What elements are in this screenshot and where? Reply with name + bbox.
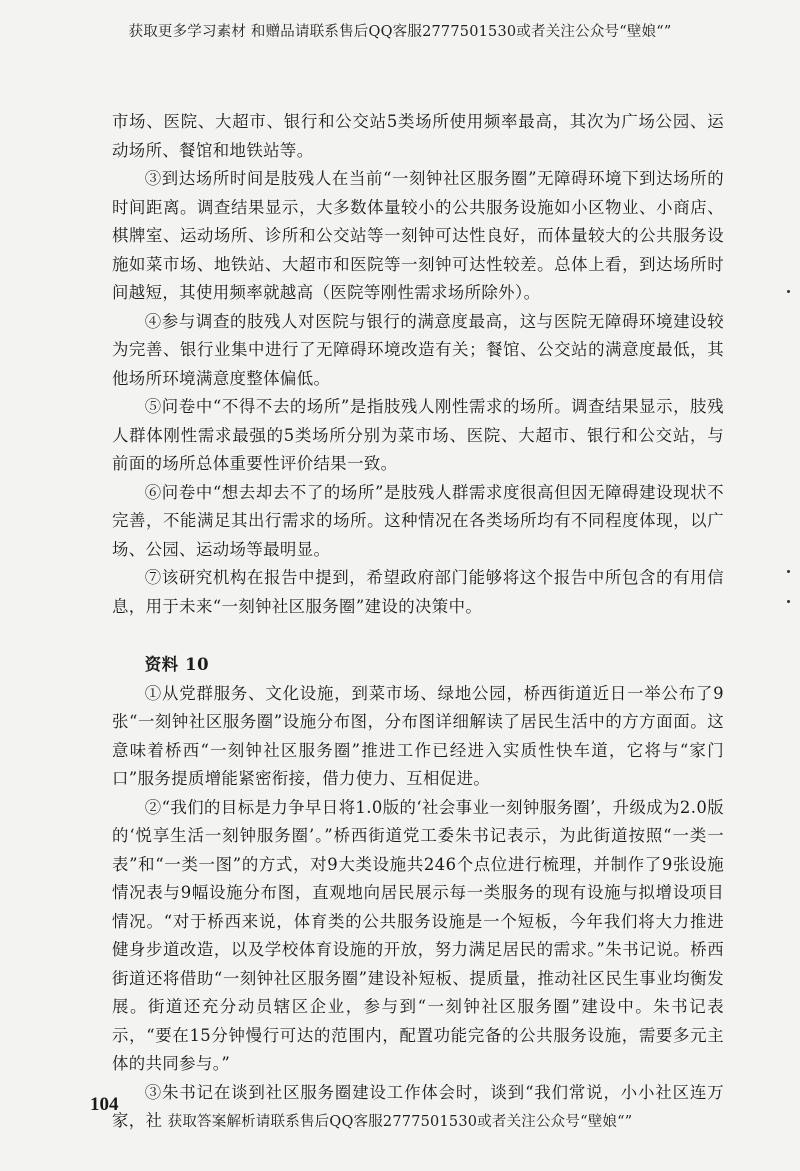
- paragraph-item-4: ④参与调查的肢残人对医院与银行的满意度最高，这与医院无障碍环境建设较为完善、银行业集中进行了无障碍环境改造有关；餐馆、公交站的满意度最低，其他场所环境满意度整体偏低。: [112, 311, 724, 388]
- paragraph-item-3: ③到达场所时间是肢残人在当前“一刻钟社区服务圈”无障碍环境下到达场所的时间距离。调查结果显示，大多数体量较小的公共服务设施如小区物业、小商店、棋牌室、运动场所、诊所和公交站等一刻钟可达性良好，而体量较大的公共服务设施如菜市场、地铁站、大超市和医院等一刻钟可达性较差。总体上看，到达场所时间越短，其使用频率就越高（医院等刚性需求场所除外）。: [112, 169, 724, 302]
- scan-speck: [787, 570, 790, 573]
- page-number: 104: [90, 1094, 119, 1115]
- paragraph-continuation: 市场、医院、大超市、银行和公交站5类场所使用频率最高，其次为广场公园、运动场所、餐馆和地铁站等。: [112, 112, 724, 160]
- paragraph-item-7: ⑦该研究机构在报告中提到，希望政府部门能够将这个报告中所包含的有用信息，用于未来“一刻钟社区服务圈”建设的决策中。: [112, 568, 724, 616]
- page-content: [112, 108, 724, 1136]
- scan-speck: [787, 600, 790, 603]
- section-paragraph-2: ②“我们的目标是力争早日将1.0版的‘社会事业一刻钟服务圈’，升级成为2.0版的‘悦享生活一刻钟服务圈’。”桥西街道党工委朱书记表示，为此街道按照“一类一表”和“一类一图”的方式，对9大类设施共246个点位进行梳理，并制作了9张设施情况表与9幅设施分布图，直观地向居民展示每一类服务的现有设施与拟增设项目情况。“对于桥西来说，体育类的公共服务设施是一个短板，今年我们将大力推进健身步道改造，以及学校体育设施的开放，努力满足居民的需求。”朱书记说。桥西街道还将借助“一刻钟社区服务圈”建设补短板、提质量，推动社区民生事业均衡发展。街道还充分动员辖区企业，参与到“一刻钟社区服务圈”建设中。朱书记表示，“要在15分钟慢行可达的范围内，配置功能完备的公共服务设施，需要多元主体的共同参与。”: [112, 797, 724, 1073]
- section-paragraph-3: ③朱书记在谈到社区服务圈建设工作体会时，谈到“我们常说，小小社区连万家，社: [112, 1082, 724, 1130]
- header-notice: 获取更多学习素材 和赠品请联系售后QQ客服2777501530或者关注公众号“壁娘“”: [128, 24, 672, 40]
- paragraph-item-5: ⑤问卷中“不得不去的场所”是指肢残人刚性需求的场所。调查结果显示，肢残人群体刚性需求最强的5类场所分别为菜市场、医院、大超市、银行和公交站，与前面的场所总体重要性评价结果一致。: [112, 397, 724, 473]
- footer-notice: 获取答案解析请联系售后QQ客服2777501530或者关注公众号“壁娘“”: [167, 1114, 633, 1130]
- scan-speck: [787, 290, 790, 293]
- paragraph-item-6: ⑥问卷中“想去却去不了的场所”是肢残人群需求度很高但因无障碍建设现状不完善，不能满足其出行需求的场所。这种情况在各类场所均有不同程度体现，以广场、公园、运动场等最明显。: [112, 482, 724, 559]
- section-paragraph-1: ①从党群服务、文化设施，到菜市场、绿地公园，桥西街道近日一举公布了9张“一刻钟社区服务圈”设施分布图，分布图详细解读了居民生活中的方方面面。这意味着桥西“一刻钟社区服务圈”推进工作已经进入实质性快车道，它将与“家门口”服务提质增能紧密衔接，借力使力、互相促进。: [112, 683, 724, 788]
- section-title: 资料 10: [144, 655, 210, 674]
